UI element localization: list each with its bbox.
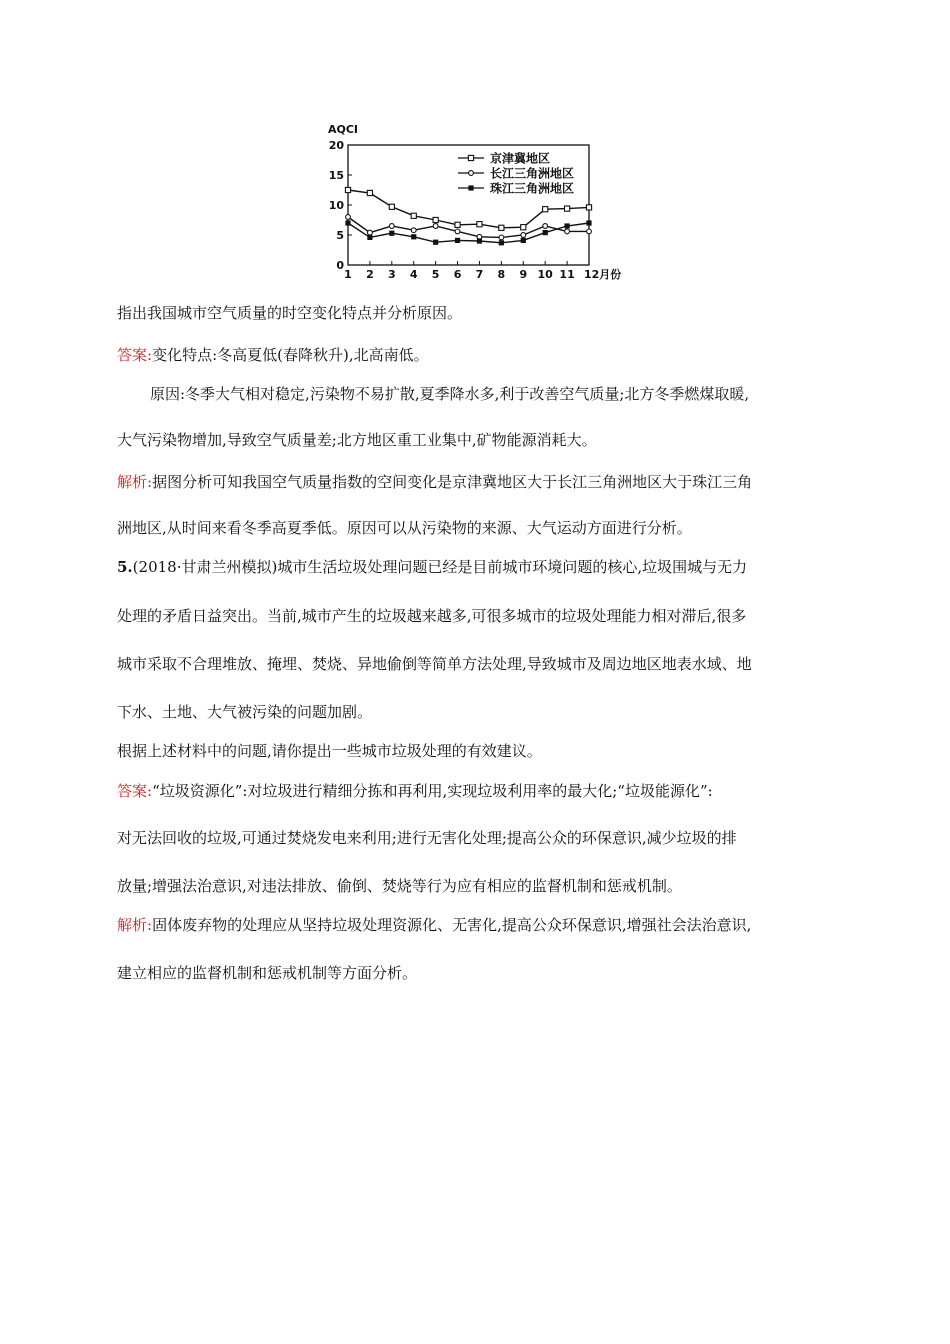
data-point: [345, 220, 350, 225]
analysis-label: 解析:: [117, 916, 153, 934]
data-point: [586, 205, 591, 210]
x-tick-label: 2: [366, 268, 374, 281]
answer-text: “垃圾资源化”:对垃圾进行精细分拣和再利用,实现垃圾利用率的最大化;“垃圾能源化”:: [152, 782, 713, 800]
data-point: [346, 215, 351, 220]
data-point: [587, 229, 592, 234]
x-tick-label: 3: [387, 268, 396, 281]
data-point: [411, 228, 416, 233]
x-tick-label: 8: [497, 268, 506, 281]
data-point: [543, 230, 548, 235]
q5-stem-line1: [117, 557, 747, 577]
answer-label: 答案:: [117, 346, 153, 364]
x-tick-label: 10: [537, 268, 553, 281]
data-point: [521, 238, 526, 243]
answer-text: 变化特点:冬高夏低(春降秋升),北高南低。: [152, 346, 429, 364]
data-point: [565, 229, 570, 234]
y-tick-label: 10: [328, 199, 344, 212]
x-tick-label: 11: [559, 268, 575, 281]
q5-stem-text: (2018·甘肃兰州模拟)城市生活垃圾处理问题已经是目前城市环境问题的核心,垃圾围城与无力: [132, 558, 748, 576]
y-tick-label: 15: [328, 169, 344, 182]
legend-marker: [468, 185, 473, 190]
q4-answer-line3: 大气污染物增加,导致空气质量差;北方地区重工业集中,矿物能源消耗大。: [117, 431, 597, 449]
plot-frame: [348, 145, 589, 265]
data-point: [389, 224, 394, 229]
q5-answer-line3: 放量;增强法治意识,对违法排放、偷倒、焚烧等行为应有相应的监督机制和惩戒机制。: [117, 877, 682, 895]
data-point: [389, 204, 394, 209]
answer-label: 答案:: [117, 782, 153, 800]
y-tick-label: 20: [328, 139, 344, 152]
y-axis-label: AQCI: [328, 123, 359, 136]
q5-stem-line3: 城市采取不合理堆放、掩埋、焚烧、异地偷倒等简单方法处理,导致城市及周边地区地表水域、地: [117, 655, 752, 673]
legend-label: 长江三角洲地区: [490, 166, 575, 181]
data-point: [389, 231, 394, 236]
aqci-line-chart: [318, 118, 628, 290]
data-point: [411, 213, 416, 218]
data-point: [367, 190, 372, 195]
data-point: [433, 217, 438, 222]
q5-number: 5.: [117, 558, 133, 576]
q4-analysis: [117, 472, 752, 492]
q5-answer-line2: 对无法回收的垃圾,可通过焚烧发电来利用;进行无害化处理;提高公众的环保意识,减少垃圾的排: [117, 829, 737, 847]
data-point: [499, 235, 504, 240]
data-point: [564, 223, 569, 228]
data-point: [499, 225, 504, 230]
data-point: [499, 240, 504, 245]
data-point: [433, 240, 438, 245]
legend-label: 京津冀地区: [490, 151, 551, 166]
legend-label: 珠江三角洲地区: [490, 181, 575, 196]
data-point: [477, 222, 482, 227]
x-tick-label: 12月份: [584, 268, 622, 281]
data-point: [586, 220, 591, 225]
q5-analysis-line2: 建立相应的监督机制和惩戒机制等方面分析。: [117, 964, 418, 982]
analysis-text: 固体废弃物的处理应从坚持垃圾处理资源化、无害化,提高公众环保意识,增强社会法治意识,: [152, 916, 752, 934]
data-point: [455, 238, 460, 243]
x-tick-label: 9: [519, 268, 528, 281]
series-line-1: [348, 190, 589, 228]
analysis-text: 据图分析可知我国空气质量指数的空间变化是京津冀地区大于长江三角洲地区大于珠江三角: [152, 473, 753, 491]
q4-analysis-line2: 洲地区,从时间来看冬季高夏季低。原因可以从污染物的来源、大气运动方面进行分析。: [117, 519, 692, 537]
data-point: [543, 207, 548, 212]
data-point: [411, 234, 416, 239]
data-point: [477, 238, 482, 243]
data-point: [564, 206, 569, 211]
x-tick-label: 7: [475, 268, 484, 281]
data-point: [455, 229, 460, 234]
x-tick-label: 5: [431, 268, 440, 281]
series-line-3: [348, 223, 589, 243]
x-tick-label: 1: [344, 268, 352, 281]
data-point: [543, 224, 548, 229]
q4-question: 指出我国城市空气质量的时空变化特点并分析原因。: [117, 304, 463, 322]
data-point: [368, 230, 373, 235]
y-tick-label: 0: [336, 259, 344, 272]
q4-answer-line2: 原因:冬季大气相对稳定,污染物不易扩散,夏季降水多,利于改善空气质量;北方冬季燃煤取暖,: [150, 385, 750, 403]
q5-stem-line2: 处理的矛盾日益突出。当前,城市产生的垃圾越来越多,可很多城市的垃圾处理能力相对滞后,很多: [117, 607, 747, 625]
q5-analysis: [117, 915, 751, 935]
analysis-label: 解析:: [117, 473, 153, 491]
q5-question: 根据上述材料中的问题,请你提出一些城市垃圾处理的有效建议。: [117, 742, 542, 760]
x-tick-label: 6: [453, 268, 462, 281]
y-tick-label: 5: [336, 229, 344, 242]
legend-marker: [469, 171, 474, 176]
data-point: [521, 225, 526, 230]
data-point: [367, 235, 372, 240]
data-point: [345, 187, 350, 192]
legend-marker: [468, 155, 473, 160]
data-point: [521, 233, 526, 238]
data-point: [433, 224, 438, 229]
q5-stem-line4: 下水、土地、大气被污染的问题加剧。: [117, 703, 373, 721]
x-tick-label: 4: [409, 268, 418, 281]
data-point: [455, 222, 460, 227]
q4-answer: [117, 345, 429, 365]
q5-answer: [117, 781, 713, 801]
